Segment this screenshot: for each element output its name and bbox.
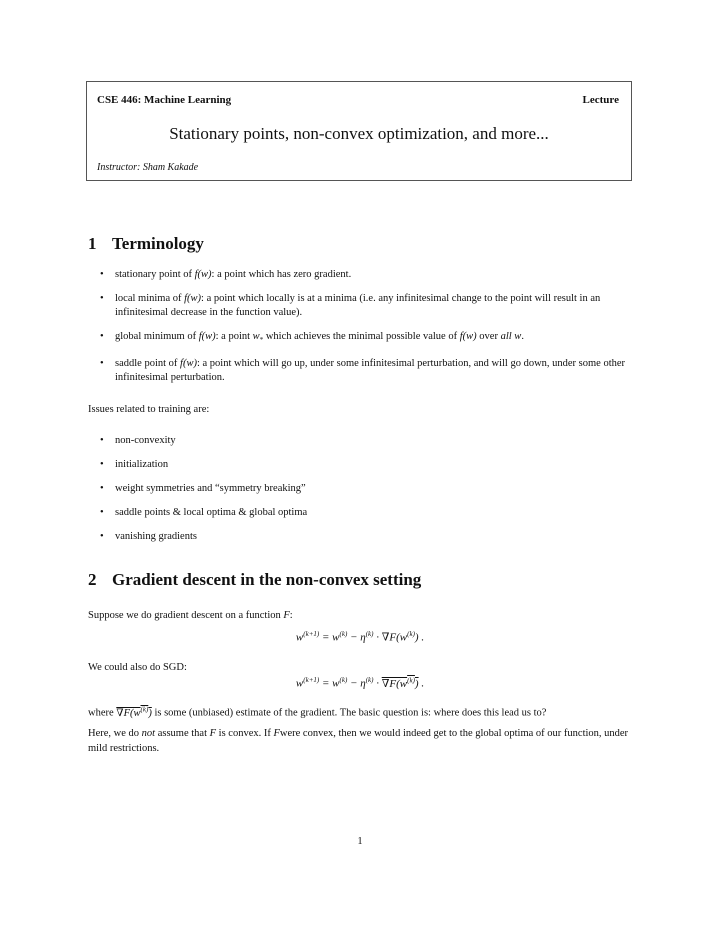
section-2-heading bbox=[88, 570, 421, 590]
section-1-heading bbox=[88, 234, 204, 254]
list-item: • vanishing gradients bbox=[100, 530, 640, 544]
lecture-label: Lecture bbox=[582, 94, 619, 106]
sgd-update-equation: $w^{(k+1)} = w^{(k)} - \eta^{(k)} \cdot \nabla F(w^{(k)})$ . bbox=[295, 676, 425, 690]
list-item: • non-convexity bbox=[100, 434, 640, 448]
section-title: Gradient descent in the non-convex setting bbox=[112, 570, 422, 589]
document-title: Stationary points, non-convex optimization, and more... bbox=[169, 124, 549, 143]
paragraph: We could also do SGD: bbox=[88, 662, 187, 673]
paragraph: where $\nabla F(w^{(k)})$ is some (unbiased) estimate of the gradient. The basic question is: where does this lead us to? bbox=[88, 705, 547, 719]
section-number: 2 bbox=[88, 570, 97, 589]
paragraph: Here, we do not assume that F is convex. If Fwere convex, then we would indeed get to the global optima of our function, under mild restrictions. bbox=[88, 728, 629, 754]
course-name: CSE 446: Machine Learning bbox=[97, 94, 232, 106]
list-item: • initialization bbox=[100, 458, 640, 472]
list-item: • saddle points & local optima & global optima bbox=[100, 506, 640, 520]
gradient-estimate: $\nabla F(w^{(k)})$ bbox=[116, 705, 152, 719]
instructor-name: Instructor: Sham Kakade bbox=[97, 162, 199, 173]
list-item: • global minimum of f(w): a point $w_*$ which achieves the minimal possible value of f(w) over all w. bbox=[100, 330, 640, 347]
issues-list bbox=[100, 434, 640, 544]
paragraph: Suppose we do gradient descent on a function F: bbox=[88, 610, 293, 621]
list-item: • stationary point of f(w): a point which has zero gradient. bbox=[100, 268, 640, 282]
issues-intro: Issues related to training are: bbox=[88, 404, 210, 415]
list-item: • saddle point of f(w): a point which will go up, under some infinitesimal perturbation, and will go down, under some other infinitesimal perturbation. bbox=[100, 357, 640, 385]
header-box bbox=[86, 81, 632, 181]
terminology-list bbox=[100, 268, 640, 385]
list-item: • weight symmetries and “symmetry breaking” bbox=[100, 482, 640, 496]
page-number: 1 bbox=[357, 836, 363, 847]
section-number: 1 bbox=[88, 234, 97, 253]
gd-update-equation: $w^{(k+1)} = w^{(k)} - \eta^{(k)} \cdot \nabla F(w^{(k)})$ . bbox=[295, 630, 425, 644]
list-item: • local minima of f(w): a point which locally is at a minima (i.e. any infinitesimal change to the point will result in an infinitesimal decrease in the function value). bbox=[100, 292, 640, 320]
section-title: Terminology bbox=[112, 234, 204, 253]
